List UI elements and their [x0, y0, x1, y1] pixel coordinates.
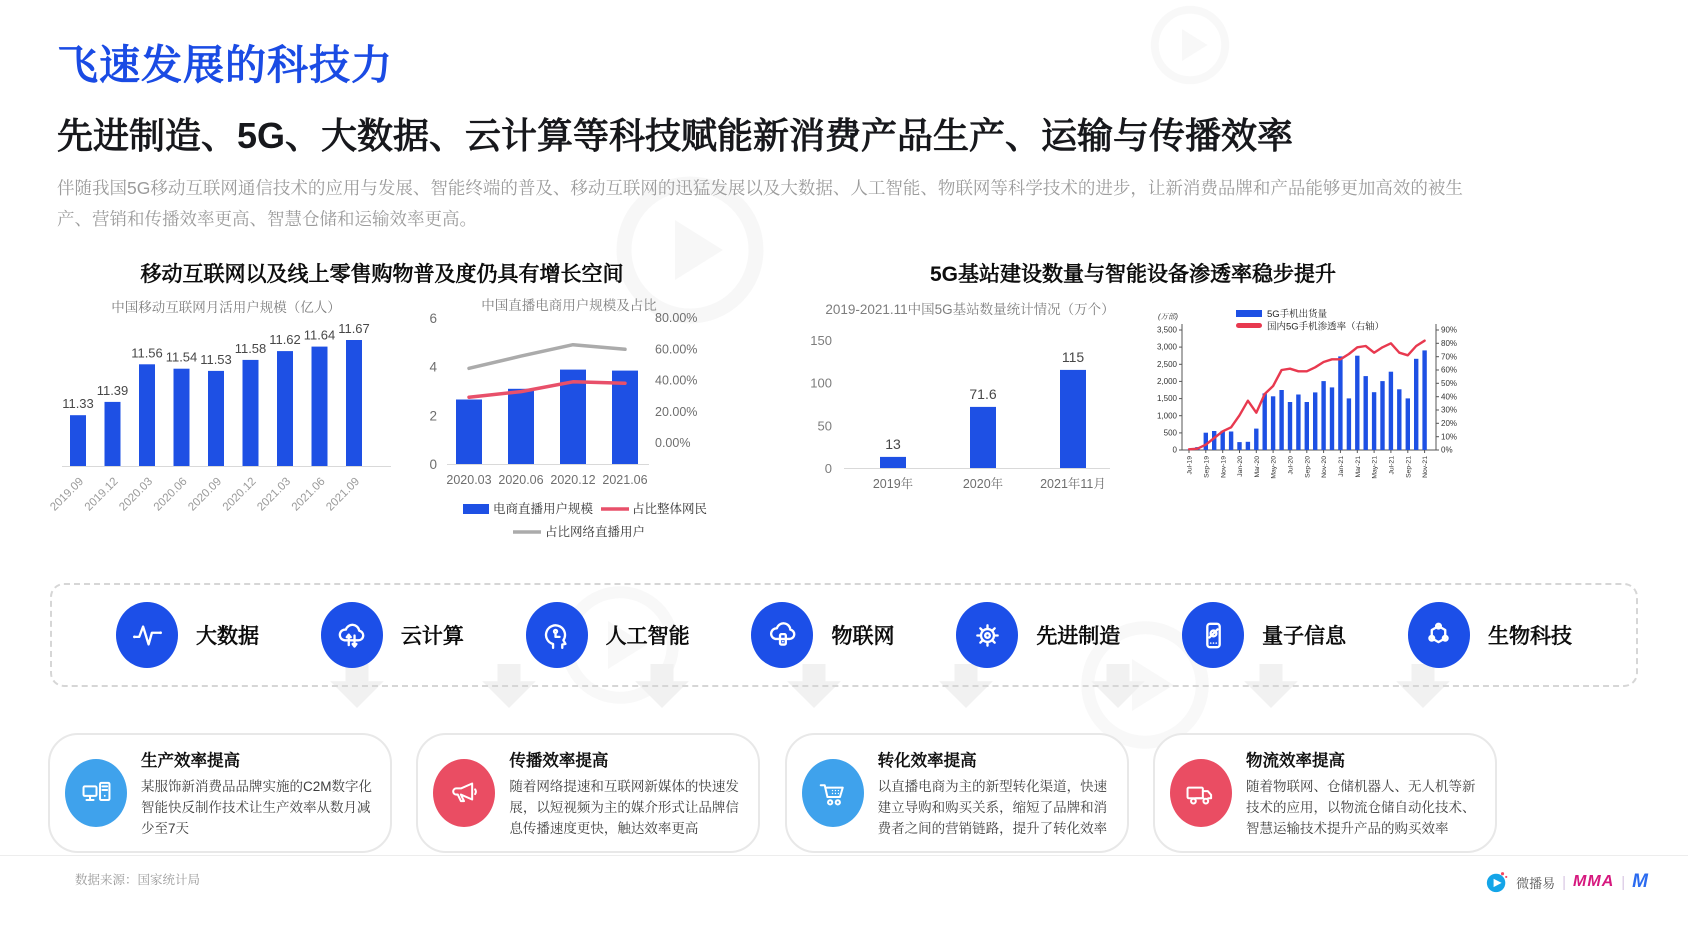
- svg-text:20%: 20%: [1441, 419, 1458, 429]
- card-body: 以直播电商为主的新型转化渠道，快速建立导购和购买关系，缩短了品牌和消费者之间的营销链路，提升了转化效率: [877, 779, 1108, 837]
- page-header: [0, 0, 1688, 234]
- svg-text:2,500: 2,500: [1156, 360, 1177, 370]
- mobile-mau-bar-chart: [48, 296, 403, 531]
- iot-cloud-icon: [766, 619, 799, 652]
- svg-text:70%: 70%: [1441, 352, 1458, 362]
- card-title: 传播效率提高: [509, 752, 609, 771]
- svg-text:2020.09: 2020.09: [186, 475, 225, 514]
- right-chart-column: [788, 258, 1478, 563]
- weiboyi-brand-text: 微播易: [1516, 875, 1556, 891]
- svg-text:2019.12: 2019.12: [82, 475, 121, 514]
- svg-text:Jul-21: Jul-21: [1388, 456, 1396, 475]
- tech-item-quantum: [1182, 602, 1346, 668]
- svg-text:13: 13: [885, 436, 901, 453]
- tech-label: 量子信息: [1262, 625, 1347, 649]
- svg-text:6: 6: [429, 311, 437, 327]
- svg-text:2019年: 2019年: [872, 477, 914, 492]
- live-ecommerce-combo-chart: [403, 296, 715, 563]
- gear-icon: [971, 619, 1004, 652]
- svg-text:Sep-20: Sep-20: [1304, 456, 1312, 479]
- svg-text:60.00%: 60.00%: [655, 342, 698, 357]
- svg-text:2021.06: 2021.06: [289, 475, 328, 514]
- svg-text:60%: 60%: [1441, 365, 1458, 375]
- svg-text:20.00%: 20.00%: [655, 405, 698, 420]
- tech-item-cloud: [321, 602, 464, 668]
- tech-label: 生物科技: [1487, 625, 1572, 649]
- svg-text:2020.06: 2020.06: [151, 475, 190, 514]
- logo-separator: |: [1621, 873, 1626, 891]
- svg-text:3,500: 3,500: [1156, 325, 1177, 335]
- svg-text:90%: 90%: [1441, 325, 1458, 335]
- page-subtitle: 先进制造、5G、大数据、云计算等科技赋能新消费产品生产、运输与传播效率: [57, 115, 1294, 156]
- svg-text:11.53: 11.53: [200, 352, 232, 368]
- svg-text:Jul-20: Jul-20: [1287, 456, 1295, 475]
- svg-text:50: 50: [817, 418, 832, 434]
- svg-text:100: 100: [810, 375, 832, 391]
- svg-text:May-21: May-21: [1371, 456, 1379, 479]
- tech-item-biotech: [1408, 602, 1572, 668]
- card-title: 物流效率提高: [1245, 752, 1345, 771]
- svg-text:10%: 10%: [1441, 432, 1458, 442]
- card-production: [48, 733, 392, 853]
- benefit-cards: [48, 733, 1497, 853]
- svg-text:2019-2021.11中国5G基站数量统计情况（万个）: 2019-2021.11中国5G基站数量统计情况（万个）: [825, 302, 1115, 318]
- m-logo-text: M: [1632, 871, 1648, 892]
- svg-text:2021.06: 2021.06: [602, 473, 648, 488]
- svg-text:115: 115: [1061, 349, 1085, 366]
- ai-head-icon: [540, 619, 573, 652]
- card-communication: [416, 733, 760, 853]
- svg-text:3,000: 3,000: [1156, 342, 1177, 352]
- svg-text:2020年: 2020年: [962, 477, 1004, 492]
- svg-text:Jan-20: Jan-20: [1237, 456, 1245, 478]
- tech-label: 先进制造: [1036, 625, 1121, 649]
- tech-band: [50, 583, 1638, 687]
- charts-section: [0, 234, 1688, 563]
- tech-item-ai: [526, 602, 690, 668]
- svg-text:中国移动互联网月活用户规模（亿人）: 中国移动互联网月活用户规模（亿人）: [111, 300, 341, 316]
- left-section-title: 移动互联网以及线上零售购物普及度仍具有增长空间: [140, 263, 624, 287]
- svg-text:Mar-21: Mar-21: [1354, 456, 1362, 478]
- svg-text:80%: 80%: [1441, 339, 1458, 349]
- svg-text:中国直播电商用户规模及占比: 中国直播电商用户规模及占比: [481, 298, 657, 314]
- card-body: 随着物联网、仓储机器人、无人机等新技术的应用，以物流仓储自动化技术、智慧运输技术提升产品的购买效率: [1245, 779, 1476, 837]
- svg-text:0: 0: [429, 457, 437, 473]
- tech-item-iot: [751, 602, 894, 668]
- svg-text:2021年11月: 2021年11月: [1040, 477, 1106, 492]
- brand-logos: [1485, 870, 1648, 894]
- page-footer: [0, 855, 1688, 949]
- card-body: 随着网络提速和互联网新媒体的快速发展，以短视频为主的媒介形式让品牌信息传播速度更快，触达效率更高: [509, 779, 739, 837]
- card-body: 某服饰新消费品品牌实施的C2M数字化智能快反制作技术让生产效率从数月减少至7天: [141, 779, 373, 837]
- logo-separator: |: [1562, 873, 1567, 891]
- svg-text:80.00%: 80.00%: [655, 311, 698, 326]
- svg-text:2020.03: 2020.03: [117, 475, 156, 514]
- svg-text:11.56: 11.56: [131, 345, 163, 361]
- card-conversion: [785, 733, 1129, 853]
- svg-text:150: 150: [810, 333, 832, 349]
- svg-text:0: 0: [824, 461, 832, 477]
- svg-text:30%: 30%: [1441, 405, 1458, 415]
- svg-text:11.62: 11.62: [269, 332, 301, 348]
- svg-text:占比整体网民: 占比整体网民: [632, 502, 708, 517]
- data-source: 数据来源：国家统计局: [75, 873, 201, 887]
- svg-text:2: 2: [429, 408, 437, 424]
- tech-item-manufacturing: [956, 602, 1120, 668]
- svg-text:11.64: 11.64: [303, 327, 336, 343]
- svg-text:0.00%: 0.00%: [655, 436, 691, 451]
- svg-text:1,500: 1,500: [1156, 394, 1177, 404]
- quantum-device-icon: [1197, 619, 1230, 652]
- svg-text:5G手机出货量: 5G手机出货量: [1267, 309, 1328, 321]
- tech-item-bigdata: [116, 602, 259, 668]
- svg-text:11.67: 11.67: [338, 321, 370, 337]
- tech-label: 人工智能: [605, 625, 690, 649]
- page-title: 飞速发展的科技力: [57, 42, 393, 88]
- svg-text:Mar-20: Mar-20: [1253, 456, 1261, 478]
- svg-text:11.33: 11.33: [62, 396, 94, 412]
- svg-text:Nov-19: Nov-19: [1220, 456, 1228, 479]
- svg-text:2021.09: 2021.09: [324, 475, 363, 514]
- mma-logo-text: MMA: [1573, 873, 1615, 890]
- svg-text:11.58: 11.58: [234, 341, 267, 357]
- svg-text:电商直播用户规模: 电商直播用户规模: [493, 502, 594, 517]
- svg-text:2020.12: 2020.12: [550, 473, 596, 488]
- molecule-icon: [1422, 619, 1455, 652]
- svg-text:40.00%: 40.00%: [655, 373, 698, 388]
- svg-text:(万部): (万部): [1158, 312, 1178, 322]
- svg-text:Jan-21: Jan-21: [1338, 456, 1345, 478]
- svg-text:Jul-19: Jul-19: [1186, 456, 1194, 475]
- truck-icon: [1184, 777, 1217, 810]
- svg-text:Nov-20: Nov-20: [1321, 456, 1329, 479]
- weiboyi-play-logo-icon: [1485, 870, 1509, 894]
- tech-label: 物联网: [831, 625, 895, 649]
- cart-icon: [816, 777, 849, 810]
- page-description: 伴随我国5G移动互联网通信技术的应用与发展、智能终端的普及、移动互联网的迅猛发展以及大数据、人工智能、物联网等科学技术的进步，让新消费品牌和产品能够更加高效的被生产、营销和传播效率更高、智慧仓储和运输效率更高。: [57, 178, 1463, 229]
- tech-label: 大数据: [196, 625, 259, 649]
- right-section-title: 5G基站建设数量与智能设备渗透率稳步提升: [929, 263, 1336, 287]
- waveform-icon: [131, 619, 164, 652]
- svg-text:0: 0: [1172, 445, 1177, 455]
- factory-computer-icon: [80, 777, 113, 810]
- svg-text:1,000: 1,000: [1156, 411, 1177, 421]
- svg-text:2020.03: 2020.03: [446, 473, 492, 488]
- card-title: 生产效率提高: [141, 752, 240, 771]
- card-logistics: [1153, 733, 1497, 853]
- svg-text:2020.12: 2020.12: [220, 475, 259, 514]
- svg-text:2020.06: 2020.06: [498, 473, 544, 488]
- svg-text:11.54: 11.54: [165, 349, 198, 365]
- svg-text:Sep-21: Sep-21: [1405, 456, 1413, 479]
- 5g-stations-bar-chart: [788, 298, 1118, 515]
- svg-text:4: 4: [429, 359, 437, 375]
- svg-text:40%: 40%: [1441, 392, 1458, 402]
- svg-text:500: 500: [1163, 428, 1177, 438]
- svg-text:2019.09: 2019.09: [48, 475, 87, 514]
- svg-text:Nov-21: Nov-21: [1422, 456, 1430, 479]
- svg-text:Sep-19: Sep-19: [1203, 456, 1211, 479]
- svg-text:May-20: May-20: [1270, 456, 1278, 479]
- 5g-phones-combo-chart: [1136, 298, 1481, 518]
- svg-text:50%: 50%: [1441, 379, 1458, 389]
- left-chart-column: [48, 258, 716, 563]
- megaphone-icon: [448, 777, 481, 810]
- svg-text:2021.03: 2021.03: [255, 475, 294, 514]
- svg-text:国内5G手机渗透率（右轴）: 国内5G手机渗透率（右轴）: [1267, 321, 1385, 333]
- svg-text:2,000: 2,000: [1156, 377, 1177, 387]
- card-title: 转化效率提高: [877, 752, 977, 771]
- svg-text:0%: 0%: [1441, 445, 1453, 455]
- svg-text:11.39: 11.39: [96, 383, 129, 399]
- svg-text:71.6: 71.6: [969, 386, 997, 403]
- tech-label: 云计算: [400, 625, 464, 649]
- cloud-sync-icon: [335, 619, 368, 652]
- svg-text:占比网络直播用户: 占比网络直播用户: [545, 525, 646, 540]
